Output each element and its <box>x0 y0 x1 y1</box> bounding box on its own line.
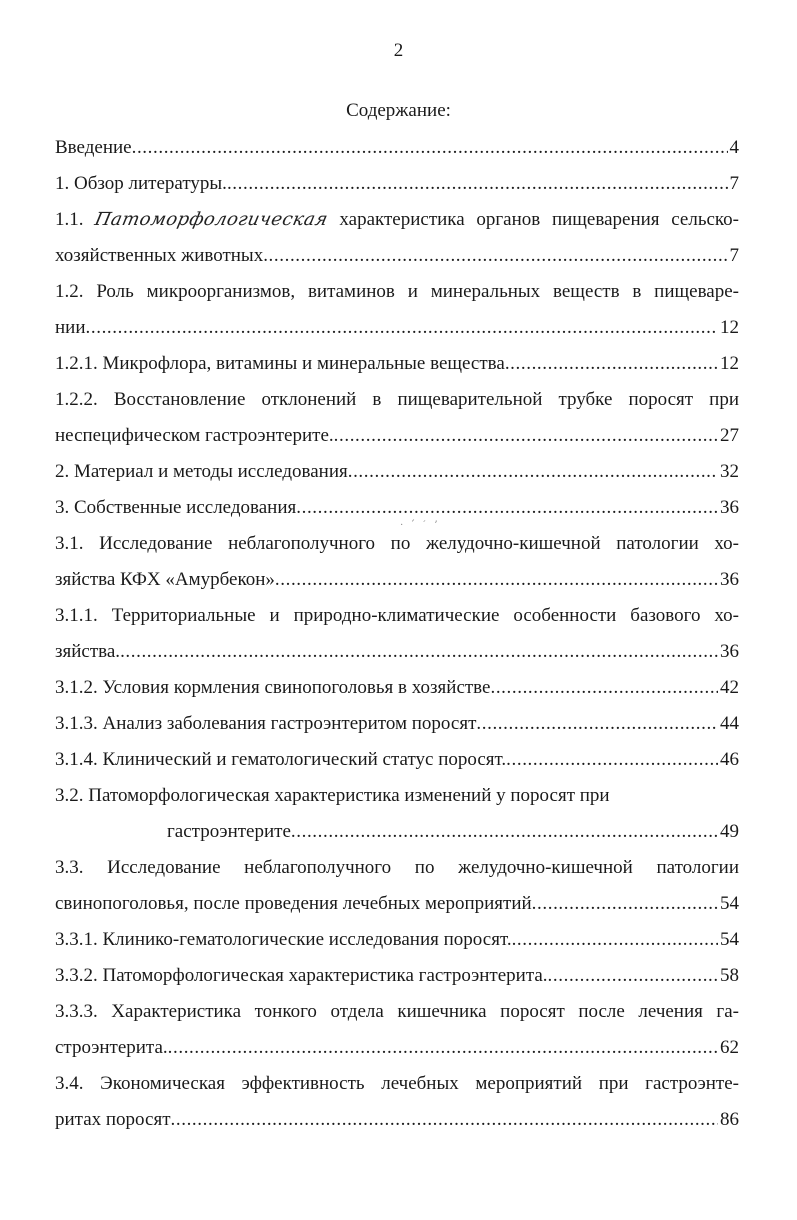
leader-dots <box>548 958 718 994</box>
toc-entry-label-line2: хозяйственных животных <box>55 245 264 266</box>
toc-page-number: 54 <box>720 929 739 950</box>
toc-entry-label: 3.1. Исследование неблагополучного по желудочно-кишечной патологии хо- <box>55 533 739 554</box>
toc-entry-3-1 <box>55 526 739 598</box>
toc-page-number: 49 <box>720 821 739 842</box>
toc-entry-3-2 <box>55 778 739 850</box>
leader-dots <box>132 130 728 166</box>
toc-entry-1 <box>55 166 739 202</box>
toc-entry-3-3-3 <box>55 994 739 1066</box>
toc-entry-introduction <box>55 130 739 166</box>
leader-dots <box>476 706 718 742</box>
toc-entry-3-1-2 <box>55 670 739 706</box>
leader-dots <box>506 742 718 778</box>
toc-page-number: 42 <box>720 677 739 698</box>
toc-entry-label-line2: зяйства КФХ «Амурбекон» <box>55 569 275 590</box>
toc-page-number: 7 <box>729 245 739 266</box>
leader-dots <box>86 310 718 346</box>
toc-entry-label: 1.1. <box>55 209 96 230</box>
toc-entry-label-line2: неспецифическом гастроэнтерите. <box>55 425 334 446</box>
toc-page-number: 12 <box>720 317 739 338</box>
toc-entry-label-line2: гастроэнтерите <box>167 821 291 842</box>
toc-page-number: 36 <box>720 641 739 662</box>
toc-entry-label-line2: ритах поросят <box>55 1109 171 1130</box>
toc-entry-label-continued: характеристика органов пищеварения сельско- <box>327 209 740 230</box>
toc-entry-1-1 <box>55 202 739 274</box>
toc-page-number: 4 <box>729 137 739 158</box>
toc-entry-3-4 <box>55 1066 739 1138</box>
table-of-contents <box>55 130 739 1138</box>
toc-entry-3-1-1 <box>55 598 739 670</box>
toc-entry-label: 3. Собственные исследования <box>55 497 297 518</box>
toc-page-number: 62 <box>720 1037 739 1058</box>
leader-dots <box>348 454 718 490</box>
leader-dots <box>168 1030 718 1066</box>
toc-entry-label: 3.3.3. Характеристика тонкого отдела кишечника поросят после лечения га- <box>55 1001 739 1022</box>
toc-entry-label: 3.1.3. Анализ заболевания гастроэнтеритом поросят <box>55 713 477 734</box>
toc-page-number: 36 <box>720 497 739 518</box>
toc-entry-label: 3.1.4. Клинический и гематологический статус поросят. <box>55 749 507 770</box>
page-number: 2 <box>393 40 404 61</box>
toc-entry-label: 1. Обзор литературы. <box>55 173 227 194</box>
leader-dots <box>275 562 718 598</box>
toc-entry-label: 1.2.1. Микрофлора, витамины и минеральные вещества <box>55 353 505 374</box>
toc-entry-3-3 <box>55 850 739 922</box>
toc-entry-label: 2. Материал и методы исследования <box>55 461 348 482</box>
leader-dots <box>263 238 727 274</box>
toc-entry-label-line2: строэнтерита. <box>55 1037 168 1058</box>
toc-entry-3-3-2 <box>55 958 739 994</box>
leader-dots <box>505 346 718 382</box>
toc-entry-label-line2: нии <box>55 317 86 338</box>
toc-entry-label: Введение <box>55 137 132 158</box>
toc-entry-2 <box>55 454 739 490</box>
toc-entry-3-1-4 <box>55 742 739 778</box>
leader-dots <box>532 886 718 922</box>
scan-specks: · ՛ ˊ ՚ <box>400 520 441 531</box>
toc-page-number: 86 <box>720 1109 739 1130</box>
leader-dots <box>296 490 718 526</box>
leader-dots <box>120 634 718 670</box>
toc-entry-label: 3.2. Патоморфологическая характеристика изменений у поросят при <box>55 785 610 806</box>
toc-entry-label-line2: свинопоголовья, после проведения лечебных мероприятий <box>55 893 532 914</box>
toc-entry-1-2-1 <box>55 346 739 382</box>
toc-page-number: 7 <box>729 173 739 194</box>
leader-dots <box>334 418 718 454</box>
toc-entry-1-2 <box>55 274 739 346</box>
toc-entry-3-1-3 <box>55 706 739 742</box>
leader-dots <box>291 814 718 850</box>
toc-page-number: 32 <box>720 461 739 482</box>
toc-page-number: 44 <box>720 713 739 734</box>
toc-entry-label: 3.3. Исследование неблагополучного по желудочно-кишечной патологии <box>55 857 739 878</box>
toc-page-number: 27 <box>720 425 739 446</box>
toc-entry-3-3-1 <box>55 922 739 958</box>
toc-entry-label-line2: зяйства. <box>55 641 121 662</box>
leader-dots <box>490 670 718 706</box>
toc-entry-label: 3.1.1. Территориальные и природно-климатические особенности базового хо- <box>55 605 739 626</box>
toc-entry-label: 1.2.2. Восстановление отклонений в пищеварительной трубке поросят при <box>55 389 739 410</box>
toc-title: Содержание: <box>346 100 451 121</box>
toc-page-number: 36 <box>720 569 739 590</box>
toc-entry-label: 3.3.2. Патоморфологическая характеристика гастроэнтерита. <box>55 965 548 986</box>
leader-dots <box>227 166 728 202</box>
toc-entry-label: 3.4. Экономическая эффективность лечебных мероприятий при гастроэнте- <box>55 1073 739 1094</box>
toc-page-number: 46 <box>720 749 739 770</box>
handwritten-word: Патоморфологическая <box>93 209 331 230</box>
toc-entry-1-2-2 <box>55 382 739 454</box>
toc-page-number: 54 <box>720 893 739 914</box>
toc-page-number: 12 <box>720 353 739 374</box>
toc-entry-label: 3.3.1. Клинико-гематологические исследования поросят. <box>55 929 512 950</box>
toc-page-number: 58 <box>720 965 739 986</box>
leader-dots <box>512 922 718 958</box>
toc-entry-label: 1.2. Роль микроорганизмов, витаминов и минеральных веществ в пищеваре- <box>55 281 739 302</box>
toc-entry-3 <box>55 490 739 526</box>
leader-dots <box>171 1102 718 1138</box>
toc-entry-label: 3.1.2. Условия кормления свинопоголовья в хозяйстве <box>55 677 491 698</box>
